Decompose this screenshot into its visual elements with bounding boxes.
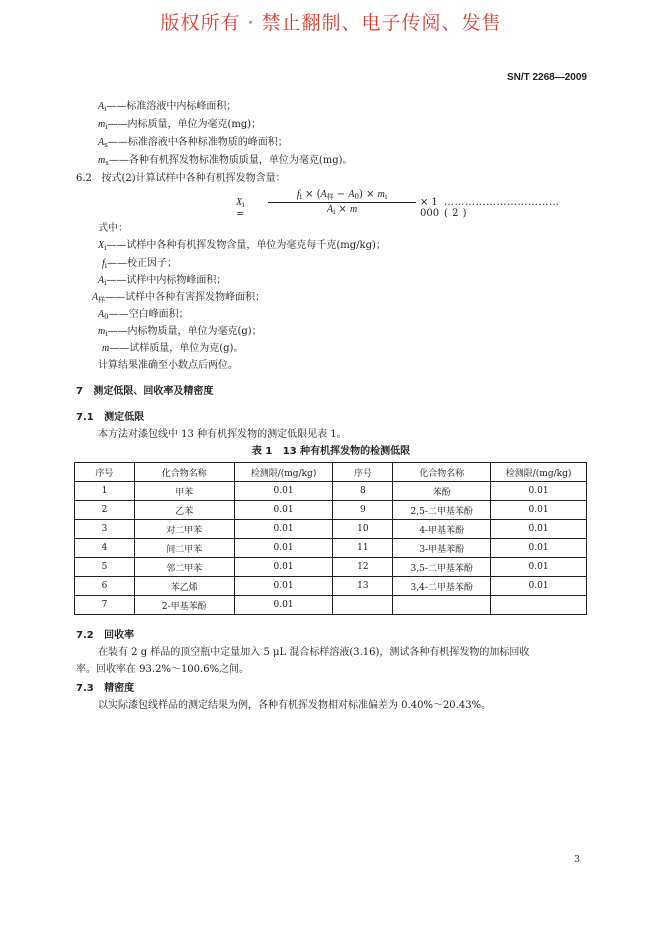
table-row xyxy=(75,539,587,558)
table-cell: 0.01 xyxy=(491,501,587,520)
table-cell: 0.01 xyxy=(234,520,333,539)
table-cell: 10 xyxy=(333,520,393,539)
column-header: 序号 xyxy=(75,463,135,482)
detection-limit-table xyxy=(74,462,587,615)
table-cell: 12 xyxy=(333,558,393,577)
page-number: 3 xyxy=(574,855,580,865)
section-7-1-text: 本方法对漆包线中 13 种有机挥发物的测定低限见表 1。 xyxy=(98,429,347,440)
section-6-2 xyxy=(76,172,286,185)
watermark-banner: 版权所有 · 禁止翻制、电子传阅、发售 xyxy=(160,12,502,34)
definition-item: m——试样质量，单位为克(g)。 xyxy=(102,343,244,354)
table-cell: 2 xyxy=(75,501,135,520)
table-header-row xyxy=(75,463,587,482)
table-cell: 甲苯 xyxy=(134,482,234,501)
formula-denominator: $A_i \times m$ xyxy=(326,204,358,216)
table-cell: 0.01 xyxy=(234,558,333,577)
table-cell xyxy=(491,596,587,615)
table-cell: 对二甲苯 xyxy=(134,520,234,539)
definition-item: $m_s——$各种有机挥发物标准物质质量，单位为毫克(mg)。 xyxy=(98,155,353,167)
table-cell: 0.01 xyxy=(491,482,587,501)
rounding-note: 计算结果准确至小数点后两位。 xyxy=(98,360,238,371)
definition-item: $A_0——$空白峰面积； xyxy=(98,309,189,321)
table-cell: 0.01 xyxy=(491,520,587,539)
section-7-2-text-line-1: 在装有 2 g 样品的顶空瓶中定量加入 5 μL 混合标样溶液(3.16)，测试各种有机挥发物的加标回收 xyxy=(98,647,530,658)
table-row xyxy=(75,577,587,596)
definition-item: $f_i——$校正因子； xyxy=(102,258,178,270)
table-cell: 11 xyxy=(333,539,393,558)
section-7-3-text: 以实际漆包线样品的测定结果为例，各种有机挥发物相对标准偏差为 0.40%～20.43%。 xyxy=(98,700,492,711)
section-7-heading: 7 测定低限、回收率及精密度 xyxy=(76,386,214,397)
formula-numerator: $f_i \times (A_样 - A_0) \times m_i$ xyxy=(268,188,416,203)
table-cell xyxy=(333,596,393,615)
section-7-2-heading: 7.2 回收率 xyxy=(76,630,135,641)
column-header: 化合物名称 xyxy=(134,463,234,482)
table-cell: 0.01 xyxy=(234,501,333,520)
table-row xyxy=(75,482,587,501)
table-cell: 3,4-二甲基苯酚 xyxy=(393,577,491,596)
table-cell: 0.01 xyxy=(234,596,333,615)
definition-item: $A_s——$标准溶液中各种标准物质的峰面积； xyxy=(98,137,288,149)
table-cell: 8 xyxy=(333,482,393,501)
definition-item: $A_i——$试样中内标物峰面积； xyxy=(98,275,227,287)
table-cell: 0.01 xyxy=(491,577,587,596)
column-header: 序号 xyxy=(333,463,393,482)
formula-fraction xyxy=(268,188,416,217)
table-cell: 0.01 xyxy=(234,482,333,501)
column-header: 检测限/(mg/kg) xyxy=(491,463,587,482)
table-cell: 1 xyxy=(75,482,135,501)
definition-item: $m_i——$内标质量，单位为毫克(mg)； xyxy=(98,119,262,131)
table-row xyxy=(75,558,587,577)
section-7-2-text-line-2: 率。回收率在 93.2%～100.6%之间。 xyxy=(76,664,250,675)
table-cell: 4-甲基苯酚 xyxy=(393,520,491,539)
formula-lhs: $X_i$ = xyxy=(236,197,245,220)
table-caption: 表 1 13 种有机挥发物的检测低限 xyxy=(251,446,411,457)
table-cell: 6 xyxy=(75,577,135,596)
table-cell: 3-甲基苯酚 xyxy=(393,539,491,558)
table-row xyxy=(75,501,587,520)
table-cell: 2-甲基苯酚 xyxy=(134,596,234,615)
formula-number: ……………………………( 2 ) xyxy=(444,197,560,219)
table-cell: 5 xyxy=(75,558,135,577)
table-cell: 4 xyxy=(75,539,135,558)
table-cell: 13 xyxy=(333,577,393,596)
table-cell: 乙苯 xyxy=(134,501,234,520)
definition-item: $A_i——$标准溶液中内标峰面积； xyxy=(98,101,237,113)
table-cell: 3 xyxy=(75,520,135,539)
table-cell: 邻二甲苯 xyxy=(134,558,234,577)
table-row xyxy=(75,520,587,539)
formula-multiplier: × 1 000 xyxy=(420,197,440,219)
standard-number: SN/T 2268—2009 xyxy=(506,72,587,83)
table-cell: 3,5-二甲基苯酚 xyxy=(393,558,491,577)
table-cell: 0.01 xyxy=(491,539,587,558)
section-7-1-heading: 7.1 测定低限 xyxy=(76,412,145,423)
section-text: 按式(2)计算试样中各种有机挥发物含量： xyxy=(101,173,286,184)
table-cell: 苯酚 xyxy=(393,482,491,501)
table-cell: 9 xyxy=(333,501,393,520)
definition-item: $X_i——$试样中各种有机挥发物含量，单位为毫克每千克(mg/kg)； xyxy=(98,240,386,252)
table-cell: 0.01 xyxy=(234,577,333,596)
table-cell: 苯乙烯 xyxy=(134,577,234,596)
definition-item: $m_i——$内标物质量，单位为毫克(g)； xyxy=(98,326,262,338)
table-cell xyxy=(393,596,491,615)
section-7-3-heading: 7.3 精密度 xyxy=(76,683,135,694)
table-cell: 0.01 xyxy=(234,539,333,558)
table-cell: 7 xyxy=(75,596,135,615)
table-cell: 间二甲苯 xyxy=(134,539,234,558)
table-row xyxy=(75,596,587,615)
where-label: 式中： xyxy=(98,223,128,234)
column-header: 检测限/(mg/kg) xyxy=(234,463,333,482)
definition-item: $A_样——$试样中各种有害挥发物峰面积； xyxy=(92,292,266,304)
table-cell: 2,5-二甲基苯酚 xyxy=(393,501,491,520)
section-number: 6.2 xyxy=(76,173,92,184)
table-cell: 0.01 xyxy=(491,558,587,577)
column-header: 化合物名称 xyxy=(393,463,491,482)
